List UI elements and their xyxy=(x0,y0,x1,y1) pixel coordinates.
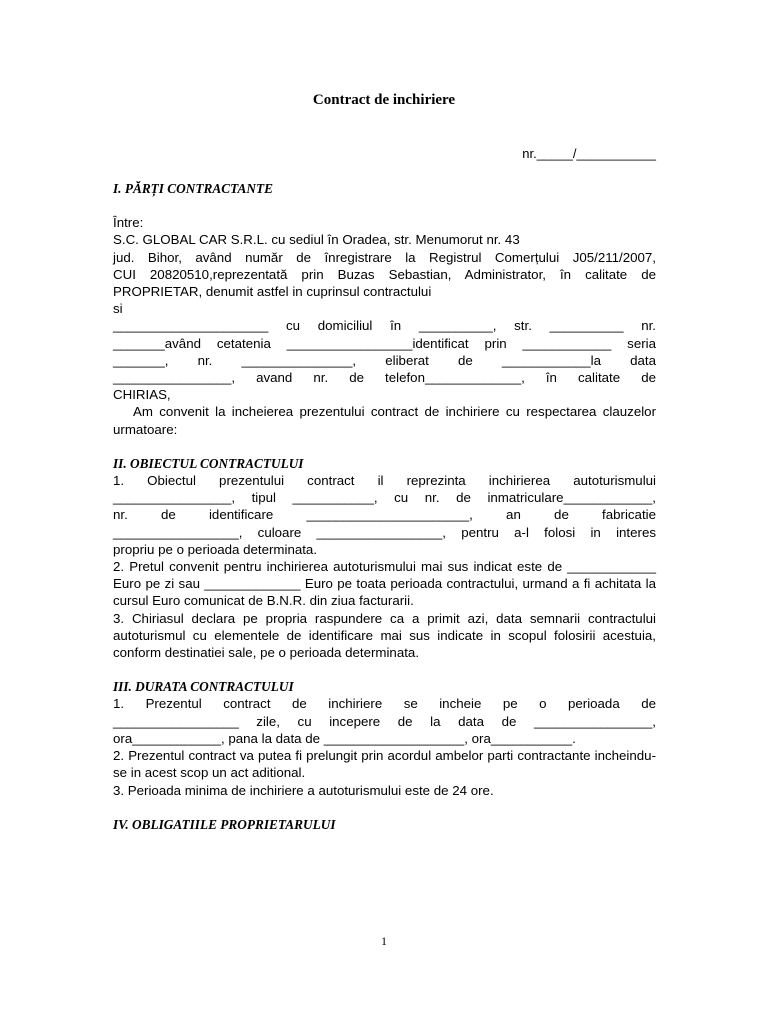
tenant-line-3: _______, nr. _______________, eliberat de ____________la data xyxy=(113,352,656,368)
obiect-p1-line-5: propriu pe o perioada determinata. xyxy=(113,541,318,557)
obiect-p1-line-1: 1. Obiectul prezentului contract il reprezinta inchirierea autoturismului xyxy=(113,473,656,489)
company-line: S.C. GLOBAL CAR S.R.L. cu sediul în Oradea, str. Menumorut nr. 43 xyxy=(113,232,520,248)
section-heading-parti: I. PĂRȚI CONTRACTANTE xyxy=(113,181,273,196)
tenant-line-2: _______având cetatenia _________________identificat prin ____________ seria xyxy=(113,335,656,351)
contract-number-line: nr._____/___________ xyxy=(522,146,656,161)
agreement-paragraph: Am convenit la incheierea prezentului contract de inchiriere cu respectarea clauzelor urmatoare: xyxy=(113,404,656,437)
durata-p1-line-3: ora____________, pana la data de ___________________, ora___________. xyxy=(113,730,576,746)
obiect-p1-line-2: ________________, tipul ___________, cu nr. de inmatriculare____________, xyxy=(113,490,656,506)
obiect-p2: 2. Pretul convenit pentru inchirierea autoturismului mai sus indicat este de ____________ Euro pe zi sau _____________ Euro pe toata perioada contractului, urmand a fi achitata la cursul Euro comunicat de B.N.R. din ziua facturarii. xyxy=(113,559,656,609)
company-details-3: PROPRIETAR, denumit astfel in cuprinsul contractului xyxy=(113,284,432,300)
durata-p1-line-1: 1. Prezentul contract de inchiriere se incheie pe o perioada de xyxy=(113,696,656,712)
obiect-p1-line-4: _________________, culoare _________________, pentru a-l folosi in interes xyxy=(113,524,656,540)
document-title: Contract de inchiriere xyxy=(312,92,456,108)
durata-p3: 3. Perioada minima de inchiriere a autoturismului este de 24 ore. xyxy=(113,782,494,798)
tenant-line-4: ________________, avand nr. de telefon_____________, în calitate de xyxy=(113,370,656,386)
intre-text: Între: xyxy=(113,215,144,231)
company-details-1: jud. Bihor, având număr de înregistrare la Registrul Comerțului J05/211/2007, xyxy=(113,249,656,265)
obiect-p3: 3. Chiriasul declara pe propria raspundere ca a primit azi, data semnarii contractului autoturismul cu elementele de identificare mai sus indicate in scopul folosirii acestuia, conform destinatiei sale, pe o perioada determinata. xyxy=(113,610,656,661)
section-heading-obiect: II. OBIECTUL CONTRACTULUI xyxy=(113,455,304,471)
company-details-2: CUI 20820510,reprezentată prin Buzas Sebastian, Administrator, în calitate de xyxy=(113,266,656,282)
section-heading-durata: III. DURATA CONTRACTULUI xyxy=(113,679,294,695)
obiect-p1-line-3: nr. de identificare ______________________, an de fabricatie xyxy=(113,507,656,523)
section-heading-obligatii: IV. OBLIGATIILE PROPRIETARULUI xyxy=(113,816,336,832)
tenant-line-5: CHIRIAS, xyxy=(113,387,171,403)
durata-p1-line-2: _________________ zile, cu incepere de la data de ________________, xyxy=(113,713,656,729)
page-number: 1 xyxy=(381,934,387,948)
si-text: si xyxy=(113,301,123,317)
tenant-line-1: _____________________ cu domiciliul în __________, str. __________ nr. xyxy=(113,318,656,334)
document-body xyxy=(113,180,656,833)
durata-p2: 2. Prezentul contract va putea fi prelungit prin acordul ambelor parti contractante incheindu-se in acest scop un act aditional. xyxy=(113,748,656,781)
